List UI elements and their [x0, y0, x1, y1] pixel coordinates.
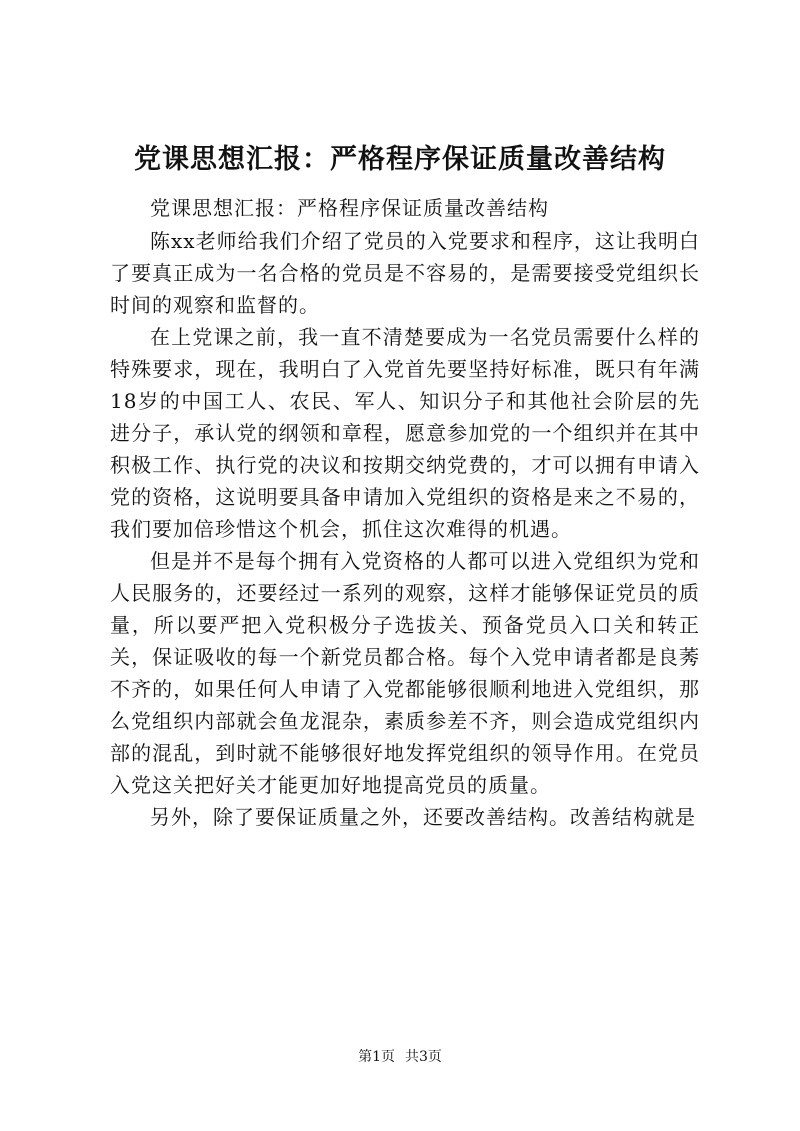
paragraph-subtitle: 党课思想汇报：严格程序保证质量改善结构 — [150, 196, 549, 220]
document-body — [110, 192, 700, 833]
page-footer — [0, 1047, 800, 1067]
paragraph: 在上党课之前，我一直不清楚要成为一名党员需要什么样的特殊要求，现在，我明白了入党首先要坚持好标准，既只有年满18岁的中国工人、农民、军人、知识分子和其他社会阶层的先进分子，承认党的纲领和章程，愿意参加党的一个组织并在其中积极工作、执行党的决议和按期交纳党费的，才可以拥有申请入党的资格，这说明要具备申请加入党组织的资格是来之不易的，我们要加倍珍惜这个机会，抓住这次难得的机遇。 — [110, 325, 700, 541]
page-total: 共3页 — [405, 1049, 442, 1065]
page-number: 第1页 — [358, 1049, 395, 1065]
document-title: 党课思想汇报：严格程序保证质量改善结构 — [134, 144, 666, 175]
paragraph: 另外，除了要保证质量之外，还要改善结构。改善结构就是 — [150, 805, 696, 829]
paragraph: 但是并不是每个拥有入党资格的人都可以进入党组织为党和人民服务的，还要经过一系列的观察，这样才能够保证党员的质量，所以要严把入党积极分子选拔关、预备党员入口关和转正关，保证吸收的每一个新党员都合格。每个入党申请者都是良莠不齐的，如果任何人申请了入党都能够很顺利地进入党组织，那么党组织内部就会鱼龙混杂，素质参差不齐，则会造成党组织内部的混乱，到时就不能够很好地发挥党组织的领导作用。在党员入党这关把好关才能更加好地提高党员的质量。 — [110, 549, 700, 797]
paragraph: 陈xx老师给我们介绍了党员的入党要求和程序，这让我明白了要真正成为一名合格的党员是不容易的，是需要接受党组织长时间的观察和监督的。 — [110, 229, 700, 317]
